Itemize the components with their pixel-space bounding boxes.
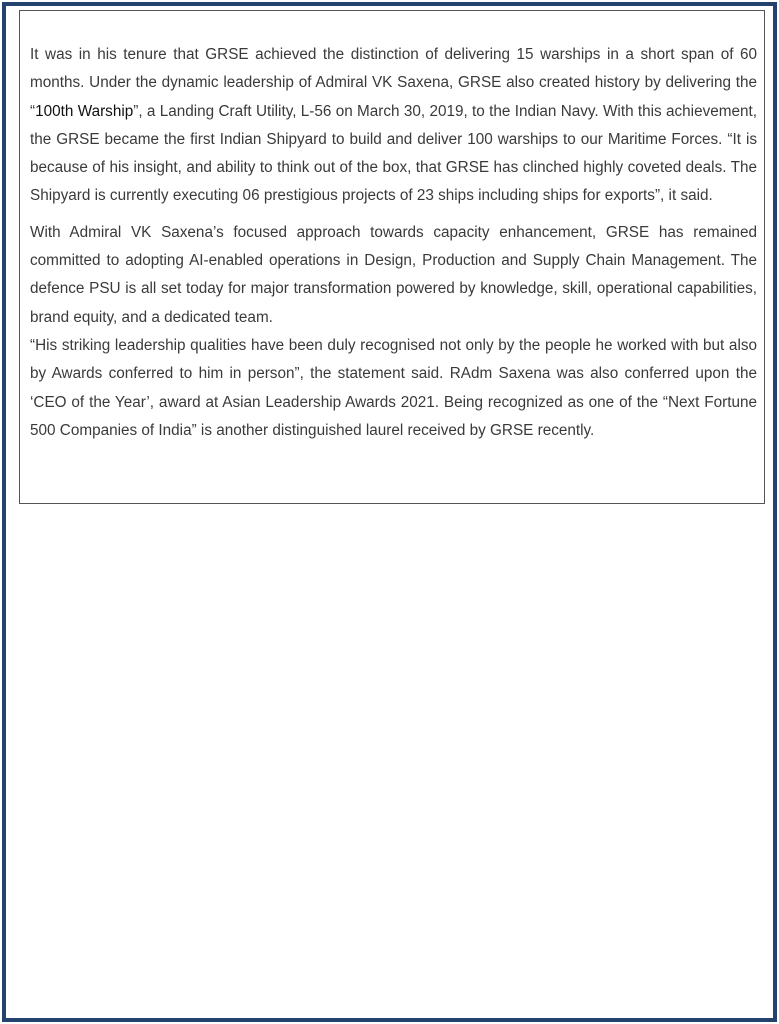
article-text-box: [19, 10, 765, 504]
paragraph-1: [30, 41, 757, 211]
highlight-100th-warship: 100th Warship: [35, 102, 134, 120]
paragraph-2: With Admiral VK Saxena’s focused approach towards capacity enhancement, GRSE has remained committed to adopting AI-enabled operations in Design, Production and Supply Chain Management. The defence PSU is all set today for major transformation powered by knowledge, skill, operational capabilities, brand equity, and a dedicated team.: [30, 223, 757, 326]
paragraph-1-rest: ”, a Landing Craft Utility, L-56 on March 30, 2019, to the Indian Navy. With this achievement, the GRSE became the first Indian Shipyard to build and deliver 100 warships to our Maritime Forces. “It is because of his insight, and ability to think out of the box, that GRSE has clinched highly coveted deals. The Shipyard is currently executing 06 prestigious projects of 23 ships including ships for exports”, it said.: [30, 102, 757, 205]
paragraph-1-lead: It was in his tenure that GRSE achieved the distinction of delivering 15 warships in a short span of 60 months. Under the dynamic leadership of Admiral VK Saxena, GRSE also created history by delivering the “: [30, 46, 757, 120]
page-frame: [2, 2, 777, 1022]
paragraph-3: “His striking leadership qualities have been duly recognised not only by the people he worked with but also by Awards conferred to him in person”, the statement said. RAdm Saxena was also conferred upon the ‘CEO of the Year’, award at Asian Leadership Awards 2021. Being recognized as one of the “Next Fortune 500 Companies of India” is another distinguished laurel received by GRSE recently.: [30, 336, 757, 439]
